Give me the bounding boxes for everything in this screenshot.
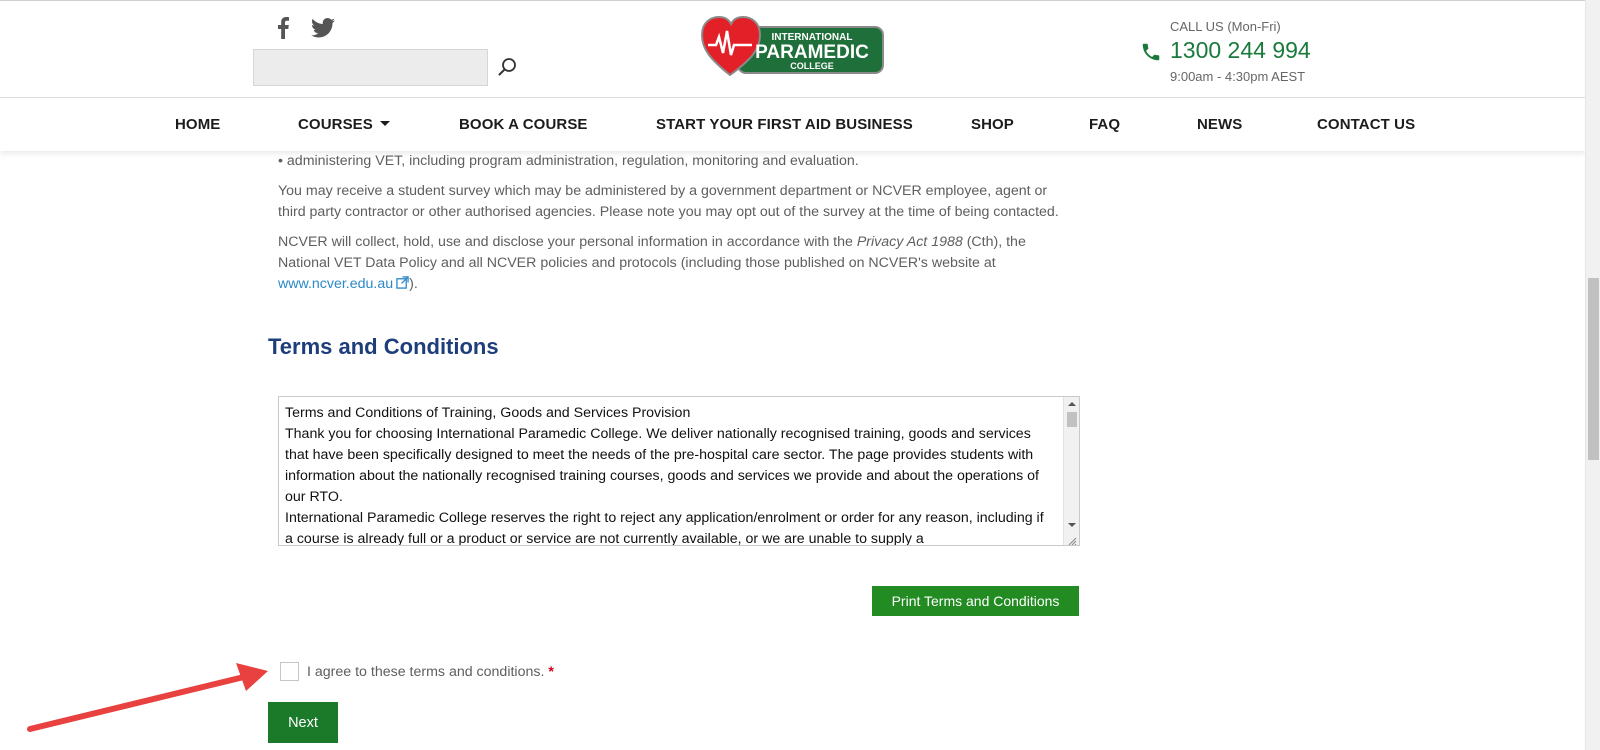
ncver-paragraph: NCVER will collect, hold, use and disclose your personal information in accordance with the Privacy Act 1988 (Cth), the National VET Data Policy and all NCVER policies and protocols (including those published on NCVER's website at www.ncver.edu.au ). bbox=[278, 234, 1026, 292]
office-hours: 9:00am - 4:30pm AEST bbox=[1170, 69, 1306, 84]
scroll-up-arrow-icon[interactable] bbox=[1068, 402, 1076, 406]
nav-item-book-a-course[interactable]: BOOK A COURSE bbox=[459, 116, 588, 133]
svg-text:COLLEGE: COLLEGE bbox=[790, 61, 834, 71]
resize-handle-icon[interactable] bbox=[1067, 533, 1077, 543]
college-logo[interactable] bbox=[700, 15, 886, 79]
phone-icon bbox=[1140, 41, 1164, 65]
nav-item-courses[interactable]: COURSES bbox=[298, 116, 390, 133]
twitter-icon[interactable] bbox=[310, 15, 336, 41]
external-link-icon bbox=[396, 275, 409, 288]
agree-terms-checkbox[interactable] bbox=[280, 662, 299, 681]
next-button[interactable]: Next bbox=[268, 702, 338, 743]
terms-scrollbar[interactable] bbox=[1063, 397, 1079, 545]
terms-heading: Terms and Conditions bbox=[268, 334, 499, 359]
page-scroll-thumb[interactable] bbox=[1588, 278, 1599, 460]
nav-item-home[interactable]: HOME bbox=[175, 116, 221, 133]
scroll-down-arrow-icon[interactable] bbox=[1068, 523, 1076, 527]
scroll-thumb[interactable] bbox=[1067, 412, 1077, 427]
site-header bbox=[0, 0, 1585, 98]
nav-item-contact-us[interactable]: CONTACT US bbox=[1317, 116, 1416, 133]
annotation-arrow-icon bbox=[20, 660, 280, 740]
terms-textarea[interactable] bbox=[278, 396, 1080, 546]
required-asterisk: * bbox=[548, 663, 554, 680]
nav-item-start-first-aid-business[interactable]: START YOUR FIRST AID BUSINESS bbox=[656, 116, 913, 133]
svg-text:INTERNATIONAL: INTERNATIONAL bbox=[771, 32, 853, 43]
ncver-website-link[interactable]: www.ncver.edu.au bbox=[278, 276, 409, 292]
search-icon[interactable] bbox=[496, 55, 520, 79]
agree-terms-row bbox=[280, 662, 554, 681]
nav-item-faq[interactable]: FAQ bbox=[1089, 116, 1121, 133]
survey-paragraph: You may receive a student survey which may be administered by a government department or NCVER employee, agent or third party contractor or other authorised agencies. Please note you may opt out of the survey at the time of being contacted. bbox=[278, 183, 1059, 220]
facebook-icon[interactable] bbox=[270, 15, 296, 41]
phone-number-link[interactable]: 1300 244 994 bbox=[1170, 37, 1311, 63]
caret-down-icon bbox=[380, 121, 390, 126]
search-input[interactable] bbox=[253, 49, 488, 86]
svg-text:PARAMEDIC: PARAMEDIC bbox=[755, 42, 869, 63]
page-scrollbar[interactable] bbox=[1585, 0, 1600, 750]
call-us-label: CALL US (Mon-Fri) bbox=[1170, 19, 1281, 34]
social-links bbox=[270, 15, 336, 41]
bullet-item: • administering VET, including program administration, regulation, monitoring and evaluation. bbox=[278, 153, 859, 169]
nav-item-news[interactable]: NEWS bbox=[1197, 116, 1243, 133]
agree-terms-label[interactable]: I agree to these terms and conditions. * bbox=[307, 663, 554, 680]
print-terms-button[interactable]: Print Terms and Conditions bbox=[872, 586, 1079, 616]
nav-item-shop[interactable]: SHOP bbox=[971, 116, 1014, 133]
main-nav bbox=[0, 99, 1585, 151]
privacy-notice bbox=[278, 151, 1078, 304]
terms-text: Terms and Conditions of Training, Goods and Services Provision Thank you for choosing International Paramedic College. We deliver nationally recognised training, goods and services that have been specifically designed to meet the needs of the pre-hospital care sector. The page provides students with information about the nationally recognised training courses, goods and services we provide and about the operations of our RTO. International Paramedic College reserves the right to reject any application/enrolment or order for any reason, including if a course is already full or a product or service are not currently available, or we are unable to supply a bbox=[285, 405, 1044, 546]
